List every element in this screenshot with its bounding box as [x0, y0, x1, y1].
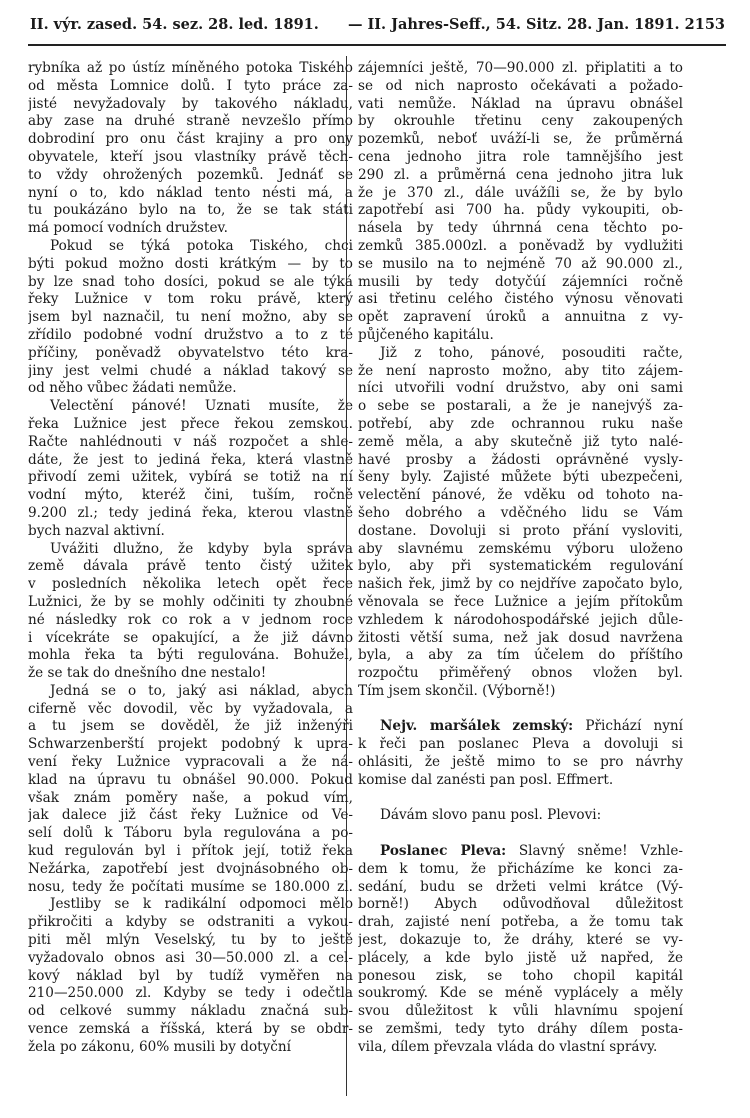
text-line: zřídilo podobné vodní družstvo a to z té [28, 326, 353, 343]
text-line: Dávám slovo panu posl. Plevovi: [380, 807, 602, 824]
text-line: Již z toho, pánové, posouditi račte, [380, 344, 683, 361]
text-line: piti měl mlýn Veselský, tu by to ještě [28, 932, 353, 949]
text-line: Nejv. maršálek zemský: Přichází nyní [380, 718, 683, 735]
text-line: vyžadovalo obnos asi 30—50.000 zl. a cel- [28, 949, 353, 966]
text-line: řeka Lužnice jest přece řekou zemskou. [28, 415, 353, 432]
text-line: sedání, budu se držeti velmi krátce (Vý- [358, 878, 683, 895]
text-line: asi třetinu celého čistého výnosu věnovati [358, 291, 683, 308]
text-line: vení řeky Lužnice vypracovali a že ná- [28, 754, 353, 771]
text-line: 290 zl. a průměrná cena jednoho jitra luk [358, 166, 683, 183]
text-line: vila, dílem převzala vláda do vlastní správy. [358, 1038, 658, 1055]
text-line: kový náklad byl by tudíž vyměřen na [28, 967, 353, 984]
text-line: k řeči pan poslanec Pleva a dovoluji si [358, 736, 683, 753]
text-line: vence zemská a říšská, která by se obdr- [28, 1021, 353, 1038]
text-line: od města Lomnice dolů. I tyto práce za- [28, 77, 353, 94]
text-line: Jedná se o to, jaký asi náklad, abych [50, 682, 353, 699]
text-line: rybníka až po ústíz míněného potoka Tiského [28, 60, 353, 76]
text-line: zemků 385.000zl. a poněvadž by vydlužiti [358, 237, 683, 254]
text-line: a tu jsem se dověděl, že již inženýři [28, 718, 353, 735]
text-line: Račte nahlédnouti v náš rozpočet a shle- [28, 433, 353, 450]
text-line: opět zapravení úroků a annuitna z vy- [358, 309, 683, 326]
text-line: nyní o to, kdo náklad tento nésti má, a [28, 184, 353, 201]
text-line: dostane. Dovoluji si proto přání vysloviti, [358, 522, 683, 539]
text-line: býti pokud možno dosti krátkým — by to [28, 255, 353, 272]
text-line: i vícekráte se opakující, a že již dávno [28, 629, 353, 646]
left-column [28, 60, 353, 1057]
text-line: se od nich naprosto očekávati a požado- [358, 77, 683, 94]
text-line: selí dolů k Táboru byla regulována a po- [28, 825, 353, 842]
text-line: komise dal zanésti pan posl. Effmert. [358, 771, 614, 788]
text-line: však znám poměry naše, a pokud vím, [28, 789, 353, 806]
right-column [358, 60, 683, 1057]
text-line: by lze snad toho dosíci, pokud se ale týká [28, 273, 353, 290]
text-line: Nežárka, zapotřebí jest dvojnásobného ob- [28, 860, 353, 877]
paragraph-spacer [358, 790, 683, 808]
text-line: kud regulován byl i přítok její, totiž řeka [28, 843, 353, 860]
text-line: v posledních několika letech opět řece [28, 576, 353, 593]
text-line: od něho vůbec žádati nemůže. [28, 380, 237, 397]
text-line: potřebí, aby zde ochrannou ruku naše [358, 415, 683, 432]
text-line: velectění pánové, že vděku od tohoto na- [358, 487, 683, 504]
text-line: obyvatele, kteří jsou vlastníky právě těch- [28, 148, 353, 165]
text-line: Lužnici, že by se mohly odčiniti ty zhoubné [28, 593, 353, 610]
paragraph-spacer [358, 825, 683, 843]
header-right: — II. Jahres-Seff., 54. Sitz. 28. Jan. 1891. 2153 [347, 16, 725, 33]
text-line: bylo, aby při systematickém regulování [358, 558, 683, 575]
text-line: se musilo na to nejméně 70 až 90.000 zl., [358, 255, 683, 272]
text-line: vodní mýto, kteréž čini, tuším, ročně [28, 487, 353, 504]
text-line: že je 370 zl., dále uvážíli se, že by bylo [358, 184, 683, 201]
text-line: jsem byl naznačil, tu není možno, aby se [28, 309, 353, 326]
text-line: cena jednoho jitra role tamnějšího jest [358, 148, 683, 165]
text-line: země dávala právě tento čistý užitek [28, 558, 353, 575]
text-line: 9.200 zl.; tedy jediná řeka, kterou vlastně [28, 504, 353, 521]
text-line: ponesou zisk, se toho chopil kapitál [358, 967, 683, 984]
text-line: jiny jest velmi chudé a náklad takový se [28, 362, 353, 379]
text-line: bych nazval aktivní. [28, 522, 165, 539]
text-line: nosu, tedy že počítati musíme se 180.000 zl. [28, 878, 353, 895]
text-line: klad na úpravu tu obnášel 90.000. Pokud [28, 771, 353, 788]
text-line: Jestliby se k radikální odpomoci mělo [50, 896, 353, 913]
text-line: byla, a aby za tím účelem do příštího [358, 647, 683, 664]
text-line: vati nemůže. Náklad na úpravu obnášel [358, 95, 683, 112]
text-line: vzhledem k národohospodářské jejich důle- [358, 611, 683, 628]
header-rule [28, 44, 726, 46]
text-line: země měla, a aby skutečně již tyto nalé- [358, 433, 683, 450]
text-line: drah, zajisté není potřeba, a že tomu tak [358, 914, 683, 931]
text-line: šeho dobrého a vděčného lidu se Vám [358, 504, 683, 521]
text-line: jisté nevyžadovaly by takového nákladu, [28, 95, 353, 112]
text-line: příčiny, poněvadž obyvatelstvo této kra- [28, 344, 353, 361]
text-line: borně!) Abych odůvodňoval důležitost [358, 896, 683, 913]
text-line: půjčeného kapitálu. [358, 326, 494, 343]
text-line: soukromý. Kde se méně vyplácely a měly [358, 985, 683, 1002]
text-line: žitosti větší suma, než jak dosud navržena [358, 629, 683, 646]
text-line: má pomocí vodních družstev. [28, 220, 228, 237]
speaker-name: Poslanec Pleva: [380, 843, 507, 860]
text-line: dáte, že jest to jediná řeka, která vlastně [28, 451, 353, 468]
page-header [30, 16, 725, 38]
text-line: Pokud se týká potoka Tiského, chci [50, 237, 353, 254]
text-line: svou důležitost k vůli hlavnímu spojení [358, 1003, 683, 1020]
text-line: ciferně věc dovodil, věc by vyžadovala, a [28, 700, 353, 717]
speaker-name: Nejv. maršálek zemský: [380, 718, 574, 735]
text-line: 210—250.000 zl. Kdyby se tedy i odečtla [28, 985, 353, 1002]
text-line: níci utvořili vodní družstvo, aby oni sami [358, 380, 683, 397]
text-line: rozpočtu přiměřený obnos vložen byl. [358, 665, 683, 682]
text-line: to vždy ohrožených pozemků. Jednáť se [28, 166, 353, 183]
text-line: by okrouhle třetinu ceny zakoupených [358, 113, 683, 130]
text-line: ohlásiti, že ještě mimo to se pro návrhy [358, 754, 683, 771]
text-line: Velectění pánové! Uznati musíte, že [50, 398, 353, 415]
text-line: zapotřebí asi 700 ha. půdy vykoupiti, ob- [358, 202, 683, 219]
text-line: přivodí zemi užitek, vybírá se totiž na ní [28, 469, 353, 486]
text-line: našich řek, jimž by co nejdříve započato bylo, [358, 576, 683, 593]
text-line: mohla řeka ta býti regulována. Bohužel, [28, 647, 353, 664]
text-line: jest, dokazuje to, že dráhy, které se vy- [358, 932, 683, 949]
text-line: šeny byly. Zajisté můžete býti ubezpečeni, [358, 469, 683, 486]
text-line: plácely, a kde bylo jistě už napřed, že [358, 949, 683, 966]
text-line: dem k tomu, že přicházíme ke konci za- [358, 860, 683, 877]
text-line: Schwarzenberští projekt podobný k upra- [28, 736, 353, 753]
text-line: pozemků, neboť uváží-li se, že průměrná [358, 131, 683, 148]
text-line: násela by tedy úhrnná cena těchto po- [358, 220, 683, 237]
text-line: o sebe se postarali, a že je nanejvýš za- [358, 398, 683, 415]
text-line: od celkové summy nákladu značná sub- [28, 1003, 353, 1020]
text-line: přikročiti a kdyby se odstraniti a vykou- [28, 914, 353, 931]
text-line: věnovala se řece Lužnice a jejím přítokům [358, 593, 683, 610]
text-line: žela po zákonu, 60% musili by dotyční [28, 1038, 291, 1055]
text-line: zájemníci ještě, 70—90.000 zl. připlatiti a to [358, 60, 683, 76]
text-line: Tím jsem skončil. (Výborně!) [358, 682, 556, 699]
text-line: řeky Lužnice v tom roku právě, který [28, 291, 353, 308]
text-line: se zemšmi, tedy tyto dráhy dílem posta- [358, 1021, 683, 1038]
text-line: jak dalece již část řeky Lužnice od Ve- [28, 807, 353, 824]
text-line: že se tak do dnešního dne nestalo! [28, 665, 267, 682]
text-line: aby slavnému zemskému výboru uloženo [358, 540, 683, 557]
text-line: né následky rok co rok a v jednom roce [28, 611, 353, 628]
text-line: musili by tedy dotyčúí zájemníci ročně [358, 273, 683, 290]
text-line: tu poukázáno bylo na to, že se tak státi [28, 202, 353, 219]
text-line: Poslanec Pleva: Slavný sněme! Vzhle- [380, 843, 683, 860]
header-left: II. výr. zased. 54. sez. 28. led. 1891. [30, 16, 319, 33]
text-line: dobrodiní pro onu část krajiny a pro ony [28, 131, 353, 148]
text-line: Uvážiti dlužno, že kdyby byla správa [50, 540, 353, 557]
text-line: aby zase na druhé straně nevzešlo přímo [28, 113, 353, 130]
paragraph-spacer [358, 701, 683, 719]
text-line: že není naprosto možno, aby tito zájem- [358, 362, 683, 379]
text-line: havé prosby a žádosti oprávněné vysly- [358, 451, 683, 468]
